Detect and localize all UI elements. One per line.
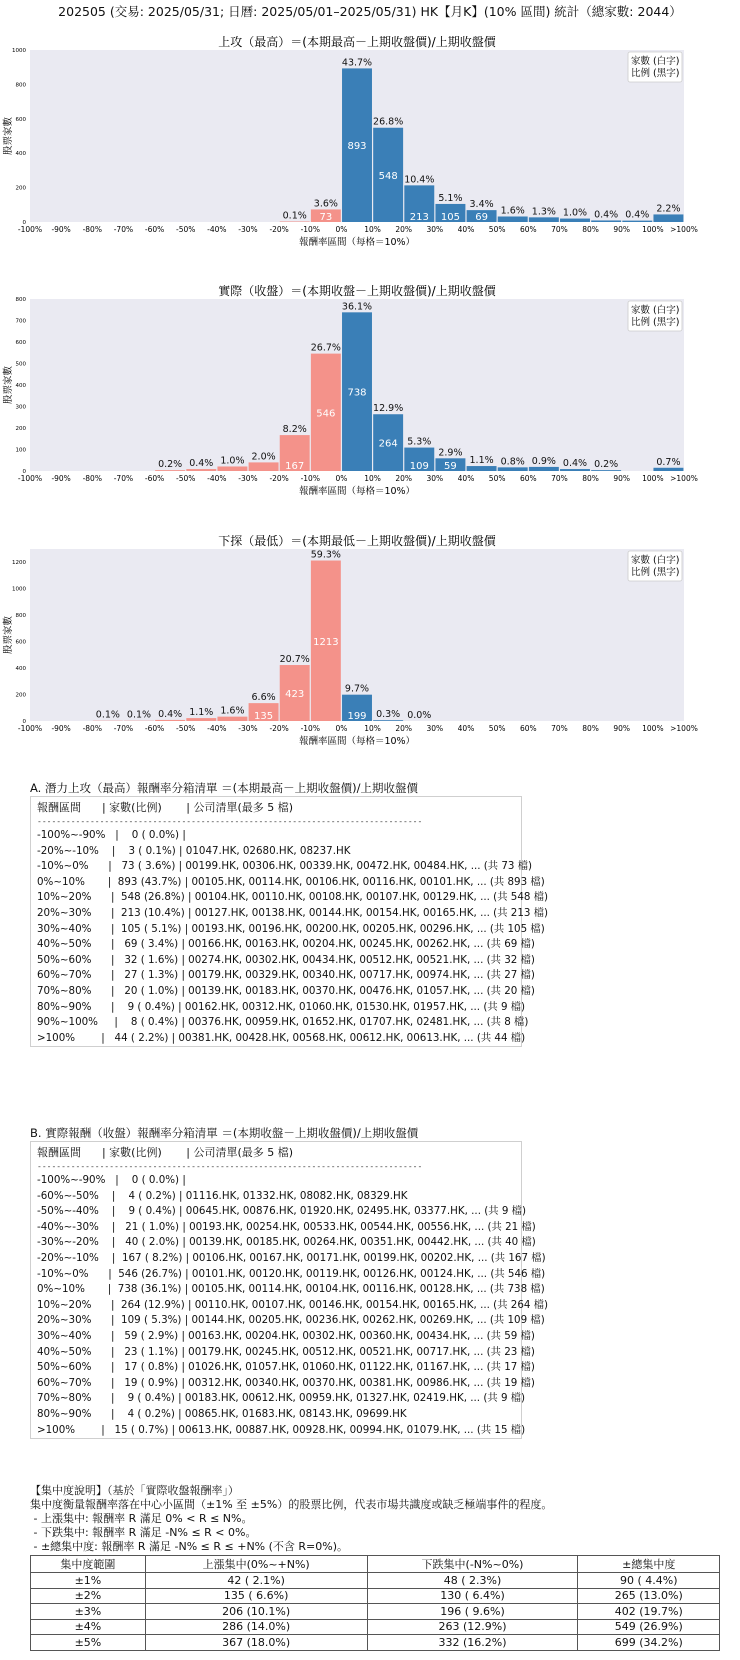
- bar-pct-label: 0.1%: [282, 210, 307, 222]
- bar-count-label: 109: [409, 461, 429, 472]
- upside-high-chart: [0, 36, 740, 286]
- x-tick-label: 0%: [335, 724, 348, 733]
- bar-count-label: 105: [440, 212, 460, 223]
- bar-count-label: 199: [347, 711, 367, 722]
- bar-pct-label: 0.8%: [500, 456, 525, 468]
- bin-row: -40%~-30% | 21 ( 1.0%) | 00193.HK, 00254.HK, 00533.HK, 00544.HK, 00556.HK, ... (共 21 檔): [37, 1220, 536, 1233]
- concentration-row: [31, 1604, 720, 1620]
- concentration-note: - 下跌集中: 報酬率 R 滿足 -N% ≤ R < 0%。: [30, 1526, 257, 1539]
- bar-pct-label: 6.6%: [251, 692, 276, 704]
- x-tick-label: -30%: [238, 724, 258, 733]
- x-tick-label: -90%: [51, 724, 71, 733]
- x-axis-label: 報酬率區間（每格＝10%）: [298, 237, 416, 248]
- bar: [529, 467, 559, 471]
- legend-entry: 家數 (白字): [631, 305, 680, 316]
- bin-row: 70%~80% | 9 ( 0.4%) | 00183.HK, 00612.HK, 00959.HK, 01327.HK, 02419.HK, ... (共 9 檔): [37, 1392, 526, 1405]
- concentration-row: [31, 1619, 720, 1635]
- y-tick-label: 0: [22, 719, 26, 725]
- x-axis-label: 報酬率區間（每格＝10%）: [298, 736, 416, 747]
- bar: [498, 467, 528, 471]
- bar-pct-label: 0.4%: [562, 458, 588, 470]
- bin-row: 80%~90% | 4 ( 0.2%) | 00865.HK, 01683.HK, 08143.HK, 09699.HK: [37, 1407, 407, 1420]
- x-tick-label: 60%: [519, 225, 537, 234]
- bar: [186, 469, 216, 471]
- x-tick-label: 10%: [364, 474, 381, 483]
- chart-title: 實際（收盤）＝(本期收盤－上期收盤價)/上期收盤價: [218, 285, 496, 298]
- concentration-cell: 196 ( 9.6%): [367, 1604, 578, 1620]
- bar-count-label: 135: [254, 711, 274, 722]
- x-tick-label: 50%: [488, 225, 506, 234]
- page-title: 202505 (交易: 2025/05/31; 日曆: 2025/05/01–2025/05/31) HK【月K】(10% 區間) 統計（總家數: 2044）: [58, 4, 682, 19]
- x-tick-label: -10%: [300, 474, 320, 483]
- x-tick-label: -100%: [17, 474, 43, 483]
- x-tick-label: 30%: [426, 474, 444, 483]
- x-tick-label: -50%: [176, 474, 196, 483]
- bin-row: 20%~30% | 109 ( 5.3%) | 00144.HK, 00205.HK, 00236.HK, 00262.HK, 00269.HK, ... (共 109 檔): [37, 1314, 545, 1327]
- bar: [217, 717, 247, 721]
- y-tick-label: 300: [15, 404, 26, 411]
- bin-row: -20%~-10% | 3 ( 0.1%) | 01047.HK, 02680.HK, 08237.HK: [37, 844, 351, 857]
- x-tick-label: -80%: [82, 474, 102, 483]
- bar-pct-label: 0.4%: [189, 458, 214, 470]
- legend-entry: 比例 (黑字): [631, 68, 680, 79]
- bar: [560, 469, 590, 471]
- bar: [373, 720, 403, 721]
- legend-entry: 比例 (黑字): [631, 317, 680, 328]
- y-tick-label: 700: [15, 318, 26, 325]
- concentration-title: 【集中度說明】（基於「實際收盤報酬率」）: [30, 1484, 239, 1497]
- y-tick-label: 0: [22, 220, 26, 226]
- x-tick-label: -70%: [113, 474, 134, 483]
- bar: [217, 466, 247, 471]
- concentration-table: [30, 1555, 720, 1651]
- bar-pct-label: 12.9%: [373, 403, 404, 415]
- x-tick-label: 30%: [426, 724, 444, 733]
- concentration-cell: 367 (18.0%): [145, 1635, 367, 1651]
- bar: [155, 470, 185, 471]
- y-axis-label: 股票家數: [3, 365, 14, 405]
- y-tick-label: 600: [15, 639, 26, 646]
- concentration-cell: ±4%: [31, 1619, 146, 1635]
- bar-pct-label: 2.0%: [251, 451, 276, 463]
- x-tick-label: -30%: [238, 225, 258, 234]
- bar-count-label: 264: [378, 438, 398, 450]
- x-tick-label: >100%: [670, 225, 698, 234]
- x-tick-label: -60%: [144, 474, 165, 483]
- bin-row: >100% | 44 ( 2.2%) | 00381.HK, 00428.HK, 00568.HK, 00612.HK, 00613.HK, ... (共 44 檔): [37, 1031, 526, 1044]
- bin-row: 0%~10% | 738 (36.1%) | 00105.HK, 00114.HK, 00104.HK, 00116.HK, 00128.HK, ... (共 738 檔): [37, 1283, 545, 1296]
- bin-row: -10%~0% | 73 ( 3.6%) | 00199.HK, 00306.HK, 00339.HK, 00472.HK, 00484.HK, ... (共 73 檔): [37, 860, 533, 873]
- x-tick-label: 40%: [457, 724, 475, 733]
- concentration-cell: 265 (13.0%): [578, 1588, 720, 1604]
- downside-low-chart: [0, 535, 740, 785]
- bin-row: 0%~10% | 893 (43.7%) | 00105.HK, 00114.HK, 00106.HK, 00116.HK, 00101.HK, ... (共 893 檔): [37, 875, 545, 888]
- x-axis-label: 報酬率區間（每格＝10%）: [298, 486, 416, 497]
- bar-pct-label: 5.3%: [407, 436, 432, 448]
- concentration-header-cell: ±總集中度: [578, 1556, 720, 1573]
- legend-entry: 家數 (白字): [631, 56, 680, 67]
- bar-pct-label: 0.1%: [95, 709, 120, 721]
- x-tick-label: 60%: [519, 724, 537, 733]
- bin-row: 30%~40% | 59 ( 2.9%) | 00163.HK, 00204.HK, 00302.HK, 00360.HK, 00434.HK, ... (共 59 檔): [37, 1329, 535, 1342]
- x-tick-label: 10%: [364, 225, 381, 234]
- x-tick-label: 90%: [613, 474, 631, 483]
- concentration-row: [31, 1588, 720, 1604]
- section-a-separator: --------------------------------------------------------------------------------: [37, 817, 423, 826]
- y-tick-label: 600: [15, 116, 26, 123]
- x-tick-label: -100%: [17, 724, 43, 733]
- chart-legend: [628, 301, 682, 331]
- bar-pct-label: 10.4%: [404, 174, 435, 186]
- bar-pct-label: 9.7%: [344, 683, 370, 695]
- x-tick-label: 30%: [426, 225, 444, 234]
- x-tick-label: 80%: [582, 724, 599, 733]
- section-b-title: B. 實際報酬（收盤）報酬率分箱清單 ＝(本期收盤－上期收盤價)/上期收盤價: [30, 1126, 419, 1140]
- x-tick-label: -60%: [144, 724, 165, 733]
- bar-pct-label: 1.6%: [220, 705, 245, 717]
- bar-count-label: 423: [285, 689, 305, 701]
- y-tick-label: 800: [15, 82, 26, 89]
- bar-pct-label: 36.1%: [341, 301, 373, 313]
- bin-row: -60%~-50% | 4 ( 0.2%) | 01116.HK, 01332.HK, 08082.HK, 08329.HK: [37, 1189, 408, 1202]
- x-tick-label: 80%: [582, 474, 599, 483]
- section-b-header: 報酬區間 | 家數(比例) | 公司清單(最多 5 檔): [37, 1146, 294, 1159]
- bar-count-label: 548: [378, 170, 398, 182]
- concentration-header-cell: 下跌集中(-N%~0%): [367, 1556, 578, 1573]
- y-tick-label: 600: [15, 340, 26, 346]
- bin-row: 10%~20% | 264 (12.9%) | 00110.HK, 00107.HK, 00146.HK, 00154.HK, 00165.HK, ... (共 264 檔): [37, 1298, 549, 1311]
- bin-row: 70%~80% | 20 ( 1.0%) | 00139.HK, 00183.HK, 00370.HK, 00476.HK, 01057.HK, ... (共 20 檔): [37, 984, 535, 997]
- bar: [529, 217, 559, 222]
- bar: [498, 216, 528, 222]
- x-tick-label: 20%: [395, 724, 413, 733]
- bar-pct-label: 2.9%: [438, 447, 463, 459]
- bin-row: -50%~-40% | 9 ( 0.4%) | 00645.HK, 00876.HK, 01920.HK, 02495.HK, 03377.HK, ... (共 9 檔): [37, 1205, 526, 1218]
- concentration-cell: 263 (12.9%): [367, 1619, 578, 1635]
- concentration-note: - ±總集中度: 報酬率 R 滿足 -N% ≤ R ≤ +N% (不含 R=0%)。: [30, 1540, 349, 1553]
- bar-count-label: 167: [285, 461, 305, 472]
- bin-row: 40%~50% | 23 ( 1.1%) | 00179.HK, 00245.HK, 00512.HK, 00521.HK, 00717.HK, ... (共 23 檔): [37, 1345, 535, 1358]
- bar-pct-label: 3.4%: [469, 199, 494, 211]
- bar-pct-label: 26.8%: [373, 116, 404, 128]
- concentration-cell: 402 (19.7%): [578, 1604, 720, 1620]
- concentration-cell: ±5%: [31, 1635, 146, 1651]
- bar-count-label: 213: [409, 212, 429, 223]
- concentration-cell: 699 (34.2%): [578, 1635, 720, 1651]
- x-tick-label: -40%: [207, 474, 227, 483]
- x-tick-label: -70%: [113, 225, 134, 234]
- bar: [622, 221, 652, 222]
- concentration-cell: ±3%: [31, 1604, 146, 1620]
- bin-row: 10%~20% | 548 (26.8%) | 00104.HK, 00110.HK, 00108.HK, 00107.HK, 00129.HK, ... (共 548 檔): [37, 891, 549, 904]
- x-tick-label: -60%: [144, 225, 165, 234]
- x-tick-label: 90%: [613, 225, 631, 234]
- bin-row: 80%~90% | 9 ( 0.4%) | 00162.HK, 00312.HK, 01060.HK, 01530.HK, 01957.HK, ... (共 9 檔): [37, 1000, 526, 1013]
- x-tick-label: 20%: [395, 474, 413, 483]
- bin-row: >100% | 15 ( 0.7%) | 00613.HK, 00887.HK, 00928.HK, 00994.HK, 01079.HK, ... (共 15 檔): [37, 1423, 526, 1436]
- x-tick-label: -70%: [113, 724, 134, 733]
- concentration-header-cell: 集中度範圍: [31, 1556, 146, 1573]
- section-b-table: [30, 1141, 549, 1439]
- x-tick-label: 20%: [395, 225, 413, 234]
- concentration-cell: 135 ( 6.6%): [145, 1588, 367, 1604]
- x-tick-label: -20%: [269, 474, 289, 483]
- y-tick-label: 400: [15, 666, 26, 673]
- y-axis-label: 股票家數: [3, 116, 14, 156]
- x-tick-label: -20%: [269, 225, 289, 234]
- concentration-cell: 206 (10.1%): [145, 1604, 367, 1620]
- bin-row: -30%~-20% | 40 ( 2.0%) | 00139.HK, 00185.HK, 00264.HK, 00351.HK, 00442.HK, ... (共 40 檔): [37, 1236, 536, 1249]
- x-tick-label: 10%: [364, 724, 381, 733]
- bar-count-label: 738: [347, 387, 367, 399]
- actual-close-chart: [0, 285, 740, 535]
- x-tick-label: -10%: [300, 225, 320, 234]
- x-tick-label: 100%: [642, 474, 664, 483]
- bin-row: -100%~-90% | 0 ( 0.0%) |: [37, 1174, 186, 1186]
- bin-row: 60%~70% | 19 ( 0.9%) | 00312.HK, 00340.HK, 00370.HK, 00381.HK, 00986.HK, ... (共 19 檔): [37, 1376, 535, 1389]
- concentration-note: - 上漲集中: 報酬率 R 滿足 0% < R ≤ N%。: [30, 1512, 253, 1525]
- chart-title: 上攻（最高）＝(本期最高－上期收盤價)/上期收盤價: [218, 36, 496, 49]
- y-tick-label: 1200: [12, 560, 26, 567]
- chart-title: 下探（最低）＝(本期最低－上期收盤價)/上期收盤價: [218, 535, 496, 548]
- bar: [467, 466, 497, 471]
- bar: [591, 220, 621, 222]
- bin-row: 50%~60% | 17 ( 0.8%) | 01026.HK, 01057.HK, 01060.HK, 01122.HK, 01167.HK, ... (共 17 檔): [37, 1361, 535, 1374]
- concentration-note: 集中度衡量報酬率落在中心小區間（±1% 至 ±5%）的股票比例，代表市場共識度或缺乏極端事件的程度。: [30, 1498, 553, 1511]
- bin-row: 20%~30% | 213 (10.4%) | 00127.HK, 00138.HK, 00144.HK, 00154.HK, 00165.HK, ... (共 213 檔): [37, 906, 549, 919]
- bar-pct-label: 0.3%: [376, 709, 401, 721]
- bar: [249, 462, 279, 471]
- x-tick-label: -40%: [207, 724, 227, 733]
- bar-pct-label: 20.7%: [279, 654, 310, 666]
- section-a-header: 報酬區間 | 家數(比例) | 公司清單(最多 5 檔): [37, 801, 294, 814]
- y-tick-label: 100: [15, 447, 26, 454]
- bin-row: -100%~-90% | 0 ( 0.0%) |: [37, 829, 186, 841]
- bar: [186, 718, 216, 721]
- bar-pct-label: 0.2%: [158, 459, 183, 471]
- concentration-cell: 90 ( 4.4%): [578, 1573, 720, 1589]
- concentration-cell: 549 (26.9%): [578, 1619, 720, 1635]
- x-tick-label: -20%: [269, 724, 289, 733]
- chart-legend: [628, 52, 682, 82]
- bar-pct-label: 0.9%: [531, 455, 556, 467]
- bar-pct-label: 2.2%: [656, 203, 681, 215]
- bin-row: 50%~60% | 32 ( 1.6%) | 00274.HK, 00302.HK, 00434.HK, 00512.HK, 00521.HK, ... (共 32 檔): [37, 953, 535, 966]
- bin-row: 40%~50% | 69 ( 3.4%) | 00166.HK, 00163.HK, 00204.HK, 00245.HK, 00262.HK, ... (共 69 檔): [37, 938, 535, 951]
- bar-pct-label: 1.0%: [562, 207, 588, 219]
- y-tick-label: 200: [15, 185, 26, 192]
- x-tick-label: 40%: [457, 225, 475, 234]
- x-tick-label: 0%: [335, 474, 348, 483]
- concentration-cell: 130 ( 6.4%): [367, 1588, 578, 1604]
- x-tick-label: 0%: [335, 225, 348, 234]
- section-a-title: A. 潛力上攻（最高）報酬率分箱清單 ＝(本期最高－上期收盤價)/上期收盤價: [30, 781, 418, 795]
- bar-pct-label: 8.2%: [282, 424, 307, 436]
- bar: [280, 221, 310, 222]
- concentration-row: [31, 1635, 720, 1651]
- y-tick-label: 1000: [12, 48, 26, 54]
- bin-row: 60%~70% | 27 ( 1.3%) | 00179.HK, 00329.HK, 00340.HK, 00717.HK, 00974.HK, ... (共 27 檔): [37, 969, 535, 982]
- y-tick-label: 800: [15, 297, 26, 303]
- bar: [155, 720, 185, 721]
- legend-entry: 家數 (白字): [631, 555, 680, 566]
- concentration-cell: ±2%: [31, 1588, 146, 1604]
- x-tick-label: 40%: [457, 474, 475, 483]
- bar: [653, 468, 683, 471]
- bar-pct-label: 26.7%: [310, 342, 341, 354]
- x-tick-label: -100%: [17, 225, 43, 234]
- x-tick-label: >100%: [670, 724, 698, 733]
- concentration-section: [30, 1484, 720, 1651]
- x-tick-label: -40%: [207, 225, 227, 234]
- y-tick-label: 0: [22, 469, 26, 475]
- bar-pct-label: 1.1%: [189, 707, 214, 719]
- x-tick-label: 80%: [582, 225, 599, 234]
- concentration-row: [31, 1573, 720, 1589]
- x-tick-label: 90%: [613, 724, 631, 733]
- concentration-cell: 286 (14.0%): [145, 1619, 367, 1635]
- bar-pct-label: 0.4%: [594, 209, 619, 221]
- x-tick-label: 50%: [488, 724, 506, 733]
- bar-pct-label: 1.0%: [220, 455, 245, 467]
- bar-count-label: 59: [444, 461, 457, 472]
- x-tick-label: 70%: [551, 225, 568, 234]
- x-tick-label: -10%: [300, 724, 320, 733]
- x-tick-label: 70%: [551, 474, 568, 483]
- bar-pct-label: 59.3%: [310, 549, 341, 561]
- x-tick-label: 60%: [519, 474, 537, 483]
- bin-row: 30%~40% | 105 ( 5.1%) | 00193.HK, 00196.HK, 00200.HK, 00205.HK, 00296.HK, ... (共 105 檔): [37, 922, 545, 935]
- bar-pct-label: 0.0%: [407, 710, 432, 721]
- y-tick-label: 200: [15, 692, 26, 699]
- x-tick-label: 100%: [642, 724, 664, 733]
- y-tick-label: 400: [15, 383, 26, 389]
- bar-pct-label: 1.3%: [531, 206, 556, 218]
- concentration-cell: ±1%: [31, 1573, 146, 1589]
- bar-pct-label: 1.1%: [469, 455, 494, 467]
- concentration-cell: 332 (16.2%): [367, 1635, 578, 1651]
- section-a-table: [30, 796, 549, 1047]
- x-tick-label: -50%: [176, 724, 196, 733]
- bar-pct-label: 0.4%: [625, 209, 650, 221]
- legend-entry: 比例 (黑字): [631, 567, 680, 578]
- x-tick-label: -50%: [176, 225, 196, 234]
- bar-count-label: 69: [475, 212, 488, 223]
- concentration-cell: 48 ( 2.3%): [367, 1573, 578, 1589]
- y-tick-label: 400: [15, 151, 26, 158]
- x-tick-label: 70%: [551, 724, 568, 733]
- bin-row: -10%~0% | 546 (26.7%) | 00101.HK, 00120.HK, 00119.HK, 00126.HK, 00124.HK, ... (共 546 檔): [37, 1267, 546, 1280]
- y-tick-label: 800: [15, 613, 26, 620]
- x-tick-label: -80%: [82, 724, 102, 733]
- y-axis-label: 股票家數: [3, 615, 14, 655]
- x-tick-label: >100%: [670, 474, 698, 483]
- bar: [591, 470, 621, 471]
- bar-count-label: 1213: [313, 636, 339, 648]
- y-tick-label: 1000: [12, 586, 26, 593]
- x-tick-label: -80%: [82, 225, 102, 234]
- x-tick-label: 50%: [488, 474, 506, 483]
- bin-row: -20%~-10% | 167 ( 8.2%) | 00106.HK, 00167.HK, 00171.HK, 00199.HK, 00202.HK, ... (共 167 檔): [37, 1251, 546, 1264]
- bar-pct-label: 0.2%: [594, 459, 619, 471]
- section-b-separator: --------------------------------------------------------------------------------: [37, 1162, 423, 1171]
- x-tick-label: -90%: [51, 474, 71, 483]
- bar-pct-label: 0.4%: [158, 708, 183, 720]
- bar-pct-label: 43.7%: [341, 57, 373, 69]
- concentration-cell: 42 ( 2.1%): [145, 1573, 367, 1589]
- bar-count-label: 546: [316, 408, 336, 420]
- bar-pct-label: 3.6%: [313, 198, 338, 210]
- bar-pct-label: 5.1%: [438, 192, 463, 204]
- bar: [560, 219, 590, 222]
- bar: [653, 214, 683, 222]
- chart-legend: [628, 551, 682, 581]
- y-tick-label: 500: [15, 361, 26, 368]
- x-tick-label: -30%: [238, 474, 258, 483]
- bin-row: 90%~100% | 8 ( 0.4%) | 00376.HK, 00959.HK, 01652.HK, 01707.HK, 02481.HK, ... (共 8 檔): [37, 1016, 529, 1029]
- concentration-header-cell: 上漲集中(0%~+N%): [145, 1556, 367, 1573]
- bar-pct-label: 0.7%: [656, 456, 681, 468]
- bar-count-label: 893: [347, 141, 367, 153]
- x-tick-label: -90%: [51, 225, 71, 234]
- x-tick-label: 100%: [642, 225, 664, 234]
- bar-pct-label: 1.6%: [500, 205, 525, 217]
- bar-pct-label: 0.1%: [126, 709, 152, 721]
- bar-count-label: 73: [319, 212, 333, 223]
- y-tick-label: 200: [15, 426, 26, 432]
